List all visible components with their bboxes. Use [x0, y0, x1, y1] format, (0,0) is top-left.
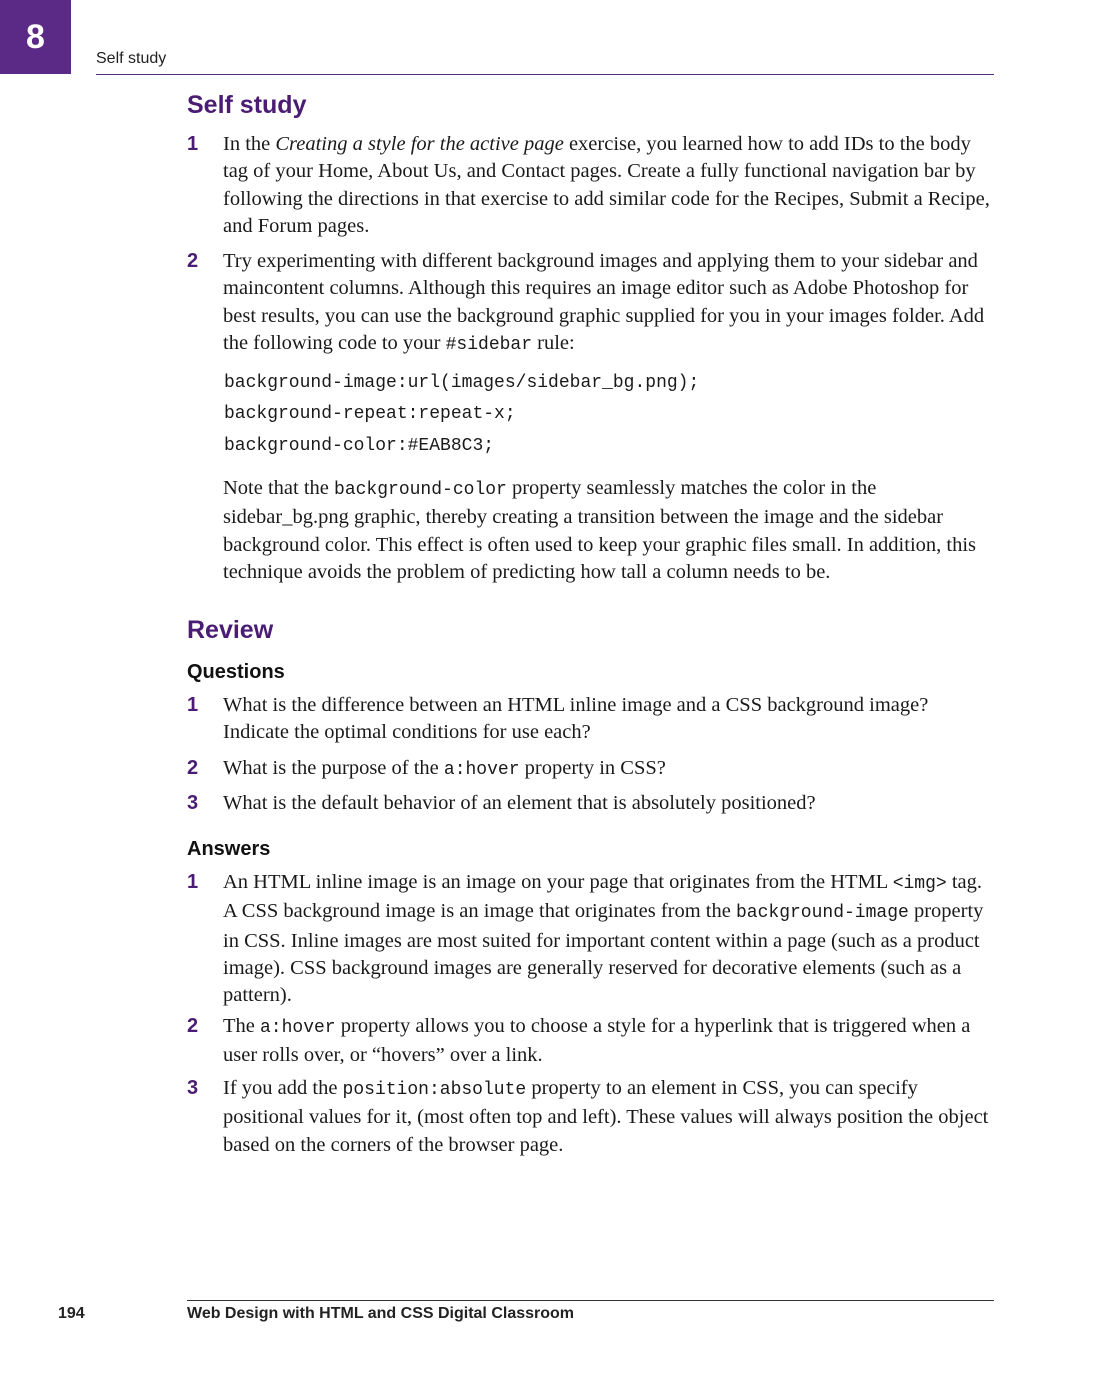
answers-heading: Answers	[187, 838, 271, 860]
code-line: background-color:#EAB8C3;	[224, 436, 495, 456]
item-text: What is the default behavior of an element that is absolutely positioned?	[223, 792, 816, 814]
item-text: What is the purpose of the a:hover property in CSS?	[223, 757, 666, 780]
inline-code: <img>	[892, 874, 947, 894]
question-3	[187, 790, 994, 817]
self-study-item-2	[187, 248, 994, 359]
page-number: 194	[58, 1305, 85, 1322]
note-paragraph: Note that the background-color property seamlessly matches the color in the sidebar_bg.png graphic, thereby creating a transition between the image and the sidebar background color. This effect is often used to keep your graphic files small. In addition, this technique avoids the problem of predicting how tall a column needs to be.	[223, 477, 977, 583]
answer-3	[187, 1075, 994, 1159]
item-text: If you add the position:absolute property to an element in CSS, you can specify positional values for it, (most often top and left). These values will always position the object based on the corners of the browser page.	[223, 1077, 989, 1156]
item-number: 2	[187, 1015, 199, 1037]
item-number: 1	[187, 694, 199, 716]
self-study-heading: Self study	[187, 91, 307, 119]
item-text: What is the difference between an HTML inline image and a CSS background image? Indicate the optimal conditions for use each?	[223, 694, 929, 744]
item-text: The a:hover property allows you to choose a style for a hyperlink that is triggered when a user rolls over, or “hovers” over a link.	[223, 1015, 971, 1067]
chapter-number: 8	[26, 17, 45, 56]
item-number: 3	[187, 1077, 199, 1099]
code-line: background-repeat:repeat-x;	[224, 404, 516, 424]
item-text: In the Creating a style for the active page exercise, you learned how to add IDs to the body tag of your Home, About Us, and Contact pages. Create a fully functional navigation bar by following the directions in that exercise to add similar code for the Recipes, Submit a Recipe, and Forum pages.	[223, 133, 990, 237]
question-2	[187, 755, 994, 784]
item-number: 2	[187, 757, 199, 779]
item-number: 1	[187, 871, 199, 893]
inline-code: background-color	[334, 480, 507, 500]
item-number: 2	[187, 250, 199, 272]
answer-1	[187, 869, 994, 1009]
review-heading: Review	[187, 616, 274, 644]
chapter-tab	[0, 0, 71, 74]
item-text: Try experimenting with different background images and applying them to your sidebar and maincontent columns. Although this requires an image editor such as Adobe Photoshop for best results, you can use the background graphic supplied for you in your images folder. Add the following code to your #sidebar rule:	[223, 250, 985, 355]
book-title: Web Design with HTML and CSS Digital Classroom	[187, 1305, 575, 1322]
inline-code: position:absolute	[342, 1080, 527, 1100]
item-text: An HTML inline image is an image on your page that originates from the HTML <img> tag. A CSS background image is an image that originates from the background-image property in CSS. Inline images are most suited for important content within a page (such as a product image). CSS background images are generally reserved for decorative elements (such as a pattern).	[223, 871, 984, 1007]
questions-heading: Questions	[187, 661, 285, 683]
footer-rule	[187, 1300, 994, 1301]
item-number: 1	[187, 133, 199, 155]
answer-2	[187, 1013, 994, 1070]
self-study-item-1	[187, 131, 994, 240]
inline-code: #sidebar	[445, 334, 533, 355]
code-line: background-image:url(images/sidebar_bg.png);	[224, 373, 700, 393]
inline-code: a:hover	[260, 1018, 336, 1038]
inline-code: background-image	[735, 903, 909, 924]
inline-code: a:hover	[443, 760, 520, 780]
question-1	[187, 692, 994, 747]
running-head: Self study	[96, 50, 167, 67]
header-rule	[96, 74, 994, 75]
item-number: 3	[187, 792, 199, 814]
